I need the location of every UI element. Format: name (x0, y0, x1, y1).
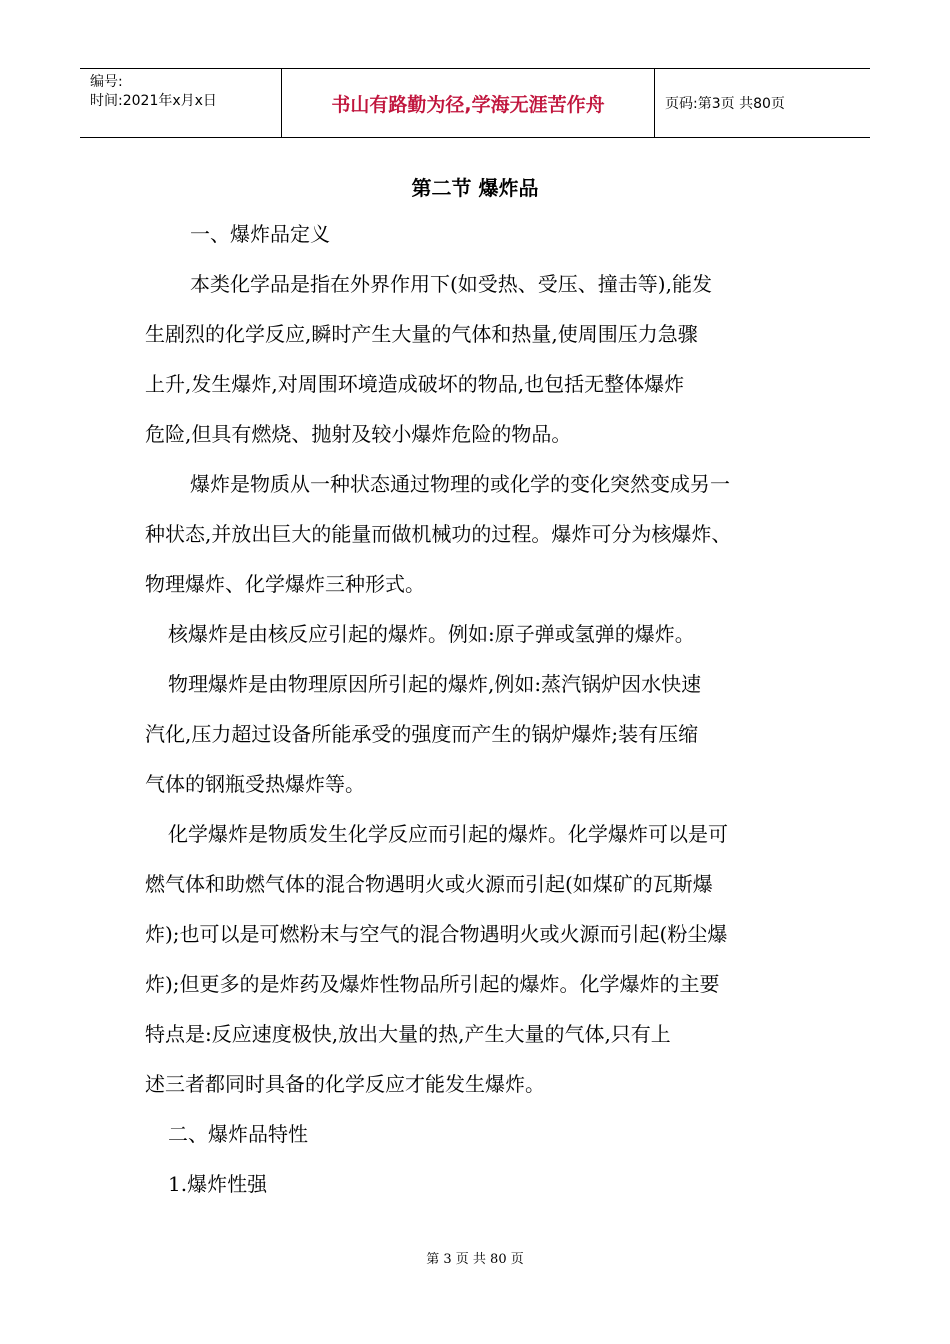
paragraph-line: 燃气体和助燃气体的混合物遇明火或火源而引起(如煤矿的瓦斯爆 (145, 872, 713, 896)
paragraph-line: 炸);也可以是可燃粉末与空气的混合物遇明火或火源而引起(粉尘爆 (145, 922, 728, 946)
header-motto: 书山有路勤为径,学海无涯苦作舟 (282, 69, 655, 137)
paragraph-line: 种状态,并放出巨大的能量而做机械功的过程。爆炸可分为核爆炸、 (145, 522, 732, 546)
paragraph-line: 特点是:反应速度极快,放出大量的热,产生大量的气体,只有上 (145, 1022, 671, 1046)
paragraph-line: 危险,但具有燃烧、抛射及较小爆炸危险的物品。 (145, 422, 572, 446)
paragraph-line: 核爆炸是由核反应引起的爆炸。例如:原子弹或氢弹的爆炸。 (168, 622, 695, 646)
paragraph-line: 化学爆炸是物质发生化学反应而引起的爆炸。化学爆炸可以是可 (168, 822, 728, 846)
paragraph-line: 气体的钢瓶受热爆炸等。 (145, 772, 365, 796)
section-title: 第二节 爆炸品 (411, 176, 539, 200)
page-footer: 第 3 页 共 80 页 (426, 1252, 524, 1267)
page-header (80, 68, 870, 138)
paragraph-line: 物理爆炸、化学爆炸三种形式。 (145, 572, 425, 596)
paragraph-line: 上升,发生爆炸,对周围环境造成破坏的物品,也包括无整体爆炸 (145, 372, 685, 396)
heading-properties: 二、爆炸品特性 (168, 1122, 308, 1146)
paragraph-line: 汽化,压力超过设备所能承受的强度而产生的锅炉爆炸;装有压缩 (145, 722, 699, 746)
paragraph-line: 爆炸是物质从一种状态通过物理的或化学的变化突然变成另一 (190, 472, 730, 496)
document-time-label: 时间:2021年x月x日 (90, 93, 217, 109)
heading-definition: 一、爆炸品定义 (190, 222, 330, 246)
header-page-label: 页码:第3页 共80页 (665, 96, 785, 112)
paragraph-line: 生剧烈的化学反应,瞬时产生大量的气体和热量,使周围压力急骤 (145, 322, 698, 346)
paragraph-line: 述三者都同时具备的化学反应才能发生爆炸。 (145, 1072, 545, 1096)
subheading-explosive: 1.爆炸性强 (168, 1172, 268, 1196)
header-meta (80, 69, 282, 137)
paragraph-line: 炸);但更多的是炸药及爆炸性物品所引起的爆炸。化学爆炸的主要 (145, 972, 720, 996)
paragraph-line: 本类化学品是指在外界作用下(如受热、受压、撞击等),能发 (190, 272, 712, 296)
document-number-label: 编号: (90, 74, 123, 90)
paragraph-line: 物理爆炸是由物理原因所引起的爆炸,例如:蒸汽锅炉因水快速 (168, 672, 702, 696)
